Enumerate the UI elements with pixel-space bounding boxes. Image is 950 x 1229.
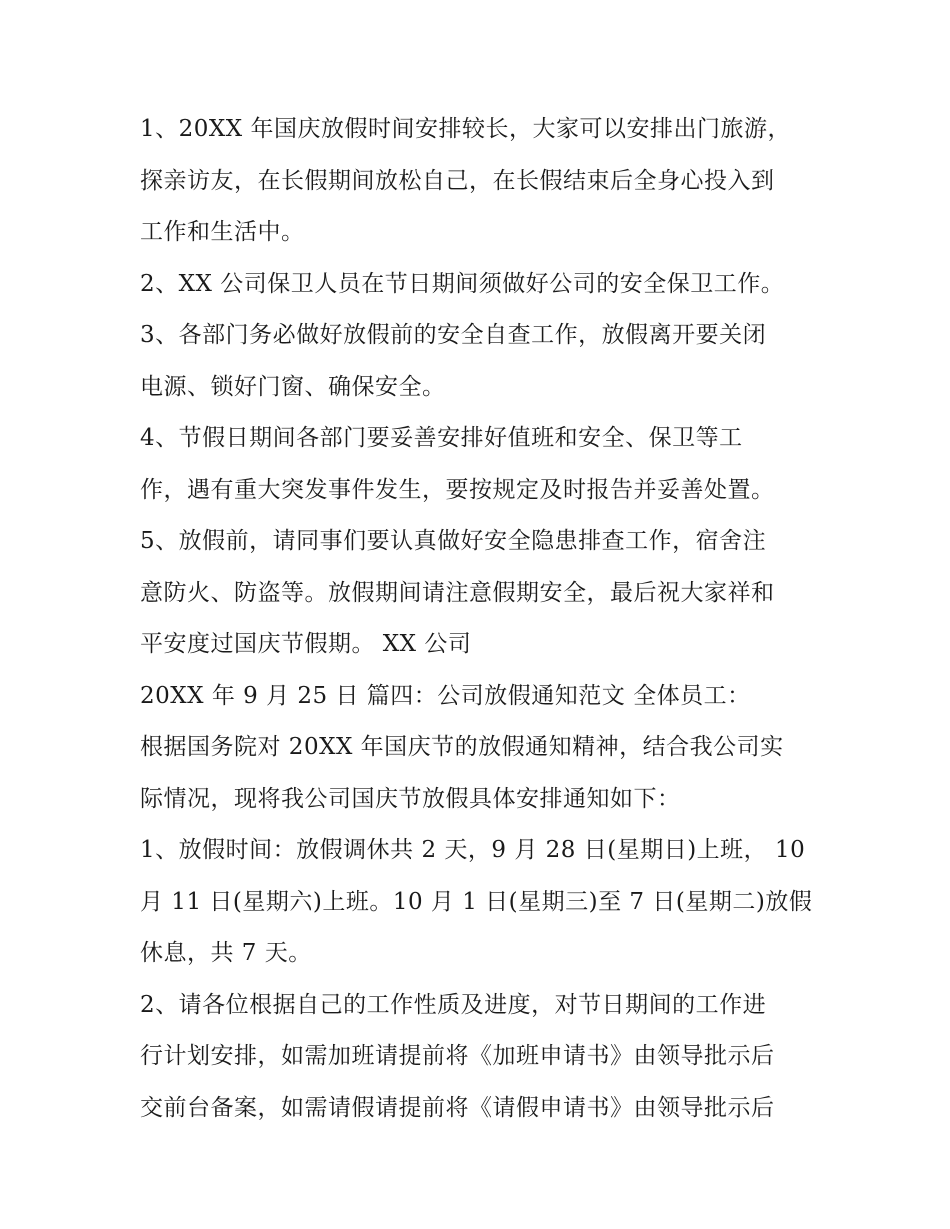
text-line: 作，遇有重大突发事件发生，要按规定及时报告并妥善处置。 — [140, 476, 775, 503]
text-line: 1、20XX 年国庆放假时间安排较长，大家可以安排出门旅游， — [140, 116, 791, 142]
text-line: 工作和生活中。 — [140, 219, 305, 245]
text-line: 1、放假时间：放假调休共 2 天，9 月 28 日(星期日)上班， 10 — [140, 837, 806, 863]
text-line: 交前台备案，如需请假请提前将《请假申请书》由领导批示后 — [140, 1094, 775, 1121]
text-line: 根据国务院对 20XX 年国庆节的放假通知精神，结合我公司实 — [140, 734, 784, 760]
text-line: 月 11 日(星期六)上班。10 月 1 日(星期三)至 7 日(星期二)放假 — [140, 888, 813, 915]
text-line: 平安度过国庆节假期。 XX 公司 — [140, 631, 472, 657]
text-line: 2、请各位根据自己的工作性质及进度，对节日期间的工作进 — [140, 991, 767, 1018]
text-line: 探亲访友，在长假期间放松自己，在长假结束后全身心投入到 — [140, 167, 775, 194]
text-line: 20XX 年 9 月 25 日 篇四：公司放假通知范文 全体员工： — [140, 682, 751, 709]
document-body — [140, 104, 820, 1134]
text-line: 2、XX 公司保卫人员在节日期间须做好公司的安全保卫工作。 — [140, 270, 785, 297]
text-line: 电源、锁好门窗、确保安全。 — [140, 373, 446, 400]
text-line: 3、各部门务必做好放假前的安全自查工作，放假离开要关闭 — [140, 322, 767, 348]
text-line: 5、放假前，请同事们要认真做好安全隐患排查工作，宿舍注 — [140, 528, 767, 554]
text-line: 行计划安排，如需加班请提前将《加班申请书》由领导批示后 — [140, 1043, 775, 1069]
text-line: 休息，共 7 天。 — [140, 940, 312, 966]
text-line: 4、节假日期间各部门要妥善安排好值班和安全、保卫等工 — [140, 425, 743, 451]
text-line: 意防火、防盗等。放假期间请注意假期安全，最后祝大家祥和 — [140, 579, 775, 606]
text-line: 际情况，现将我公司国庆节放假具体安排通知如下： — [140, 785, 681, 812]
